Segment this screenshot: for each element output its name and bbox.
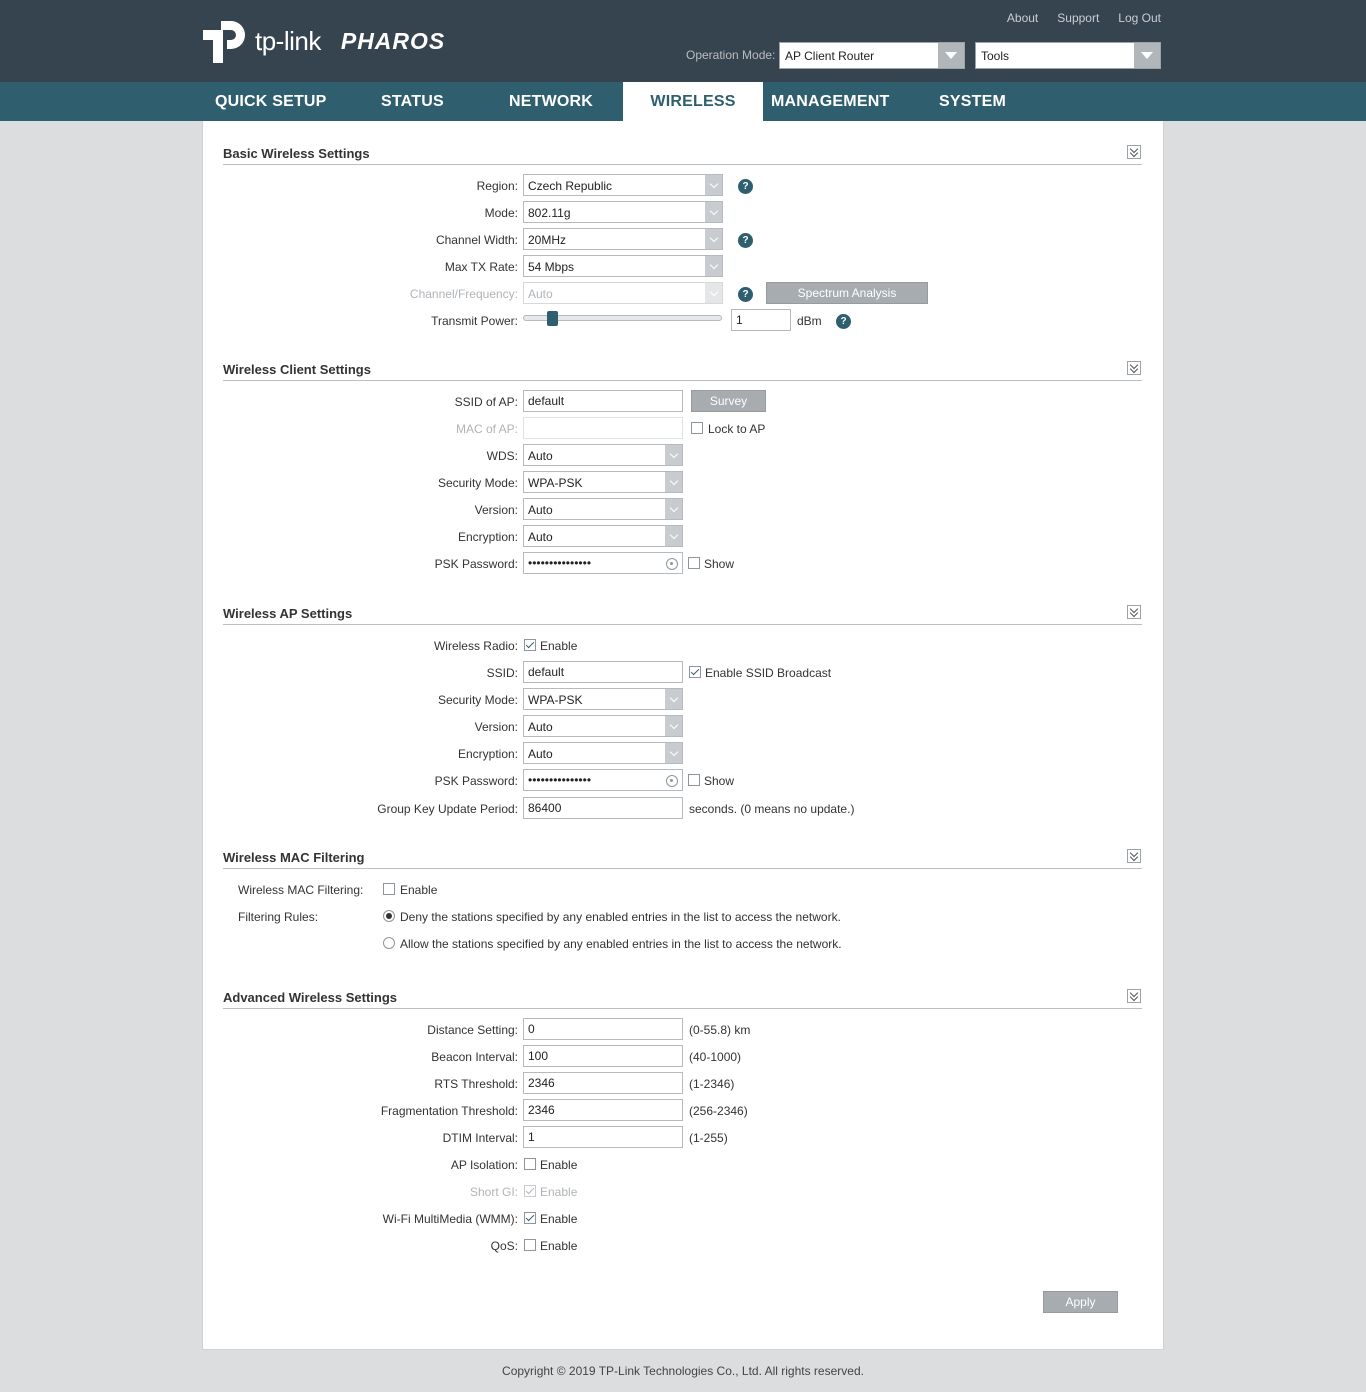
client-show-password-label: Show	[704, 557, 735, 571]
chevron-down-icon	[705, 256, 722, 276]
basic-settings-title: Basic Wireless Settings	[223, 146, 370, 161]
tp-link-logo-icon	[203, 17, 249, 65]
ssid-broadcast-checkbox[interactable]	[689, 666, 701, 678]
fragmentation-threshold-note: (256-2346)	[689, 1104, 748, 1118]
beacon-interval-input[interactable]	[523, 1045, 683, 1067]
ap-encryption-select[interactable]	[523, 742, 683, 764]
collapse-icon[interactable]	[1127, 849, 1141, 863]
channel-width-select[interactable]	[523, 228, 723, 250]
client-version-value: Auto	[528, 503, 553, 517]
ap-ssid-label: SSID:	[486, 666, 518, 680]
dtim-interval-label: DTIM Interval:	[442, 1131, 518, 1145]
dbm-unit: dBm	[797, 314, 822, 328]
tools-value: Tools	[981, 49, 1010, 63]
region-select[interactable]	[523, 174, 723, 196]
ap-isolation-label: AP Isolation:	[450, 1158, 518, 1172]
divider	[223, 868, 1142, 869]
operation-mode-select[interactable]	[779, 42, 965, 69]
client-show-password-checkbox[interactable]	[688, 557, 700, 569]
brand-name: tp-link	[255, 25, 321, 56]
chevron-down-icon	[1134, 43, 1160, 68]
mac-filtering-label: Wireless MAC Filtering:	[238, 883, 364, 897]
dtim-interval-note: (1-255)	[689, 1131, 728, 1145]
channel-width-value: 20MHz	[528, 233, 567, 247]
content-panel	[202, 121, 1164, 1350]
deny-rule-label: Deny the stations specified by any enabled entries in the list to access the network.	[400, 910, 841, 924]
ap-security-mode-label: Security Mode:	[437, 693, 518, 707]
deny-rule-radio[interactable]	[383, 910, 395, 922]
client-version-select[interactable]	[523, 498, 683, 520]
fragmentation-threshold-input[interactable]	[523, 1099, 683, 1121]
client-version-label: Version:	[474, 503, 518, 517]
distance-label: Distance Setting:	[427, 1023, 518, 1037]
help-icon[interactable]: ?	[738, 233, 753, 248]
region-label: Region:	[476, 179, 518, 193]
lock-to-ap-label: Lock to AP	[708, 422, 766, 436]
qos-checkbox[interactable]	[524, 1239, 536, 1251]
logout-link[interactable]: Log Out	[1118, 11, 1161, 25]
tools-select[interactable]	[975, 42, 1161, 69]
mac-filtering-checkbox[interactable]	[383, 883, 395, 895]
short-gi-label: Short GI:	[469, 1185, 518, 1199]
ap-version-select[interactable]	[523, 715, 683, 737]
wireless-radio-enable-label: Enable	[540, 639, 578, 653]
distance-note: (0-55.8) km	[689, 1023, 751, 1037]
ap-psk-password-label: PSK Password:	[434, 774, 518, 788]
mac-of-ap-label: MAC of AP:	[455, 422, 518, 436]
wds-value: Auto	[528, 449, 553, 463]
client-security-mode-value: WPA-PSK	[528, 476, 583, 490]
dtim-interval-input[interactable]	[523, 1126, 683, 1148]
client-security-mode-label: Security Mode:	[437, 476, 518, 490]
channel-frequency-select[interactable]	[523, 282, 723, 304]
rts-threshold-label: RTS Threshold:	[434, 1077, 518, 1091]
client-encryption-label: Encryption:	[457, 530, 518, 544]
allow-rule-radio[interactable]	[383, 937, 395, 949]
chevron-down-icon	[665, 743, 682, 763]
mac-filtering-title: Wireless MAC Filtering	[223, 850, 365, 865]
group-key-update-note: seconds. (0 means no update.)	[689, 802, 855, 816]
operation-mode-value: AP Client Router	[785, 49, 875, 63]
wmm-label: Wi-Fi MultiMedia (WMM):	[382, 1212, 518, 1226]
client-settings-title: Wireless Client Settings	[223, 362, 371, 377]
qos-enable-label: Enable	[540, 1239, 578, 1253]
rts-threshold-input[interactable]	[523, 1072, 683, 1094]
chevron-down-icon	[938, 43, 964, 68]
advanced-settings-title: Advanced Wireless Settings	[223, 990, 397, 1005]
ap-encryption-value: Auto	[528, 747, 553, 761]
chevron-down-icon	[665, 716, 682, 736]
client-psk-password-input[interactable]	[523, 552, 683, 574]
slider-handle[interactable]	[547, 311, 558, 326]
collapse-icon[interactable]	[1127, 145, 1141, 159]
help-icon[interactable]: ?	[738, 287, 753, 302]
ssid-of-ap-input[interactable]	[523, 390, 683, 412]
chevron-down-icon	[705, 202, 722, 222]
top-links	[1007, 11, 1161, 25]
divider	[223, 1008, 1142, 1009]
client-psk-password-label: PSK Password:	[434, 557, 518, 571]
ap-security-mode-select[interactable]	[523, 688, 683, 710]
main-nav	[0, 82, 1366, 121]
wmm-enable-label: Enable	[540, 1212, 578, 1226]
ap-show-password-label: Show	[704, 774, 735, 788]
mode-value: 802.11g	[528, 206, 571, 220]
chevron-down-icon	[705, 229, 722, 249]
max-tx-rate-label: Max TX Rate:	[444, 260, 518, 274]
wireless-radio-checkbox[interactable]	[524, 639, 536, 651]
short-gi-checkbox[interactable]	[524, 1185, 536, 1197]
divider	[223, 624, 1142, 625]
help-icon[interactable]: ?	[836, 314, 851, 329]
apply-button[interactable]: Apply	[1043, 1291, 1118, 1313]
transmit-power-label: Transmit Power:	[431, 314, 518, 328]
chevron-down-icon	[665, 689, 682, 709]
tab-system[interactable]: SYSTEM	[939, 93, 1006, 110]
filtering-rules-label: Filtering Rules:	[238, 910, 319, 924]
max-tx-rate-value: 54 Mbps	[528, 260, 575, 274]
fragmentation-threshold-label: Fragmentation Threshold:	[380, 1104, 518, 1118]
region-value: Czech Republic	[528, 179, 613, 193]
ap-security-mode-value: WPA-PSK	[528, 693, 583, 707]
mac-of-ap-input[interactable]	[523, 417, 683, 439]
ap-psk-password-input[interactable]	[523, 769, 683, 791]
tab-status[interactable]: STATUS	[381, 93, 444, 110]
short-gi-enable-label: Enable	[540, 1185, 578, 1199]
operation-mode-label: Operation Mode:	[686, 48, 776, 62]
mac-filtering-enable-label: Enable	[400, 883, 438, 897]
collapse-icon[interactable]	[1127, 361, 1141, 375]
distance-input[interactable]	[523, 1018, 683, 1040]
chevron-down-icon	[705, 175, 722, 195]
channel-frequency-value: Auto	[528, 287, 553, 301]
wds-label: WDS:	[486, 449, 518, 463]
ap-isolation-checkbox[interactable]	[524, 1158, 536, 1170]
support-link[interactable]: Support	[1057, 11, 1100, 25]
beacon-interval-note: (40-1000)	[689, 1050, 742, 1064]
ssid-broadcast-label: Enable SSID Broadcast	[705, 666, 832, 680]
mode-select[interactable]	[523, 201, 723, 223]
channel-width-label: Channel Width:	[435, 233, 518, 247]
tab-network[interactable]: NETWORK	[509, 93, 594, 110]
tab-management[interactable]: MANAGEMENT	[771, 93, 890, 110]
chevron-down-icon	[665, 499, 682, 519]
chevron-down-icon	[665, 472, 682, 492]
tab-quick-setup[interactable]: QUICK SETUP	[215, 93, 327, 110]
ap-encryption-label: Encryption:	[457, 747, 518, 761]
survey-button[interactable]: Survey	[691, 390, 766, 412]
product-name: PHAROS	[340, 27, 446, 54]
ap-ssid-input[interactable]	[523, 661, 683, 683]
client-encryption-value: Auto	[528, 530, 553, 544]
ap-settings-title: Wireless AP Settings	[223, 606, 353, 621]
about-link[interactable]: About	[1006, 11, 1039, 25]
tab-wireless[interactable]: WIRELESS	[623, 82, 763, 121]
tp-link-logo	[203, 17, 445, 65]
password-reveal-icon[interactable]	[666, 558, 678, 570]
wds-select[interactable]	[523, 444, 683, 466]
password-reveal-icon[interactable]	[666, 775, 678, 787]
ap-version-label: Version:	[474, 720, 518, 734]
wmm-checkbox[interactable]	[524, 1212, 536, 1224]
client-security-mode-select[interactable]	[523, 471, 683, 493]
collapse-icon[interactable]	[1127, 605, 1141, 619]
mode-label: Mode:	[484, 206, 518, 220]
copyright-footer: Copyright © 2019 TP-Link Technologies Co., Ltd. All rights reserved.	[502, 1364, 864, 1378]
lock-to-ap-checkbox[interactable]	[691, 422, 703, 434]
chevron-down-icon	[665, 445, 682, 465]
chevron-down-icon	[705, 283, 722, 303]
beacon-interval-label: Beacon Interval:	[431, 1050, 518, 1064]
group-key-update-input[interactable]	[523, 797, 683, 819]
allow-rule-label: Allow the stations specified by any enabled entries in the list to access the network.	[400, 937, 842, 951]
wireless-radio-label: Wireless Radio:	[433, 639, 518, 653]
transmit-power-input[interactable]	[731, 309, 791, 331]
help-icon[interactable]: ?	[738, 179, 753, 194]
ap-version-value: Auto	[528, 720, 553, 734]
divider	[223, 164, 1142, 165]
rts-threshold-note: (1-2346)	[689, 1077, 735, 1091]
chevron-down-icon	[665, 526, 682, 546]
top-header	[0, 0, 1366, 82]
qos-label: QoS:	[490, 1239, 518, 1253]
divider	[223, 380, 1142, 381]
spectrum-analysis-button[interactable]: Spectrum Analysis	[766, 282, 928, 304]
max-tx-rate-select[interactable]	[523, 255, 723, 277]
client-encryption-select[interactable]	[523, 525, 683, 547]
collapse-icon[interactable]	[1127, 989, 1141, 1003]
channel-frequency-label: Channel/Frequency:	[409, 287, 518, 301]
group-key-update-label: Group Key Update Period:	[377, 802, 518, 816]
ap-show-password-checkbox[interactable]	[688, 774, 700, 786]
ap-isolation-enable-label: Enable	[540, 1158, 578, 1172]
ssid-of-ap-label: SSID of AP:	[454, 395, 518, 409]
